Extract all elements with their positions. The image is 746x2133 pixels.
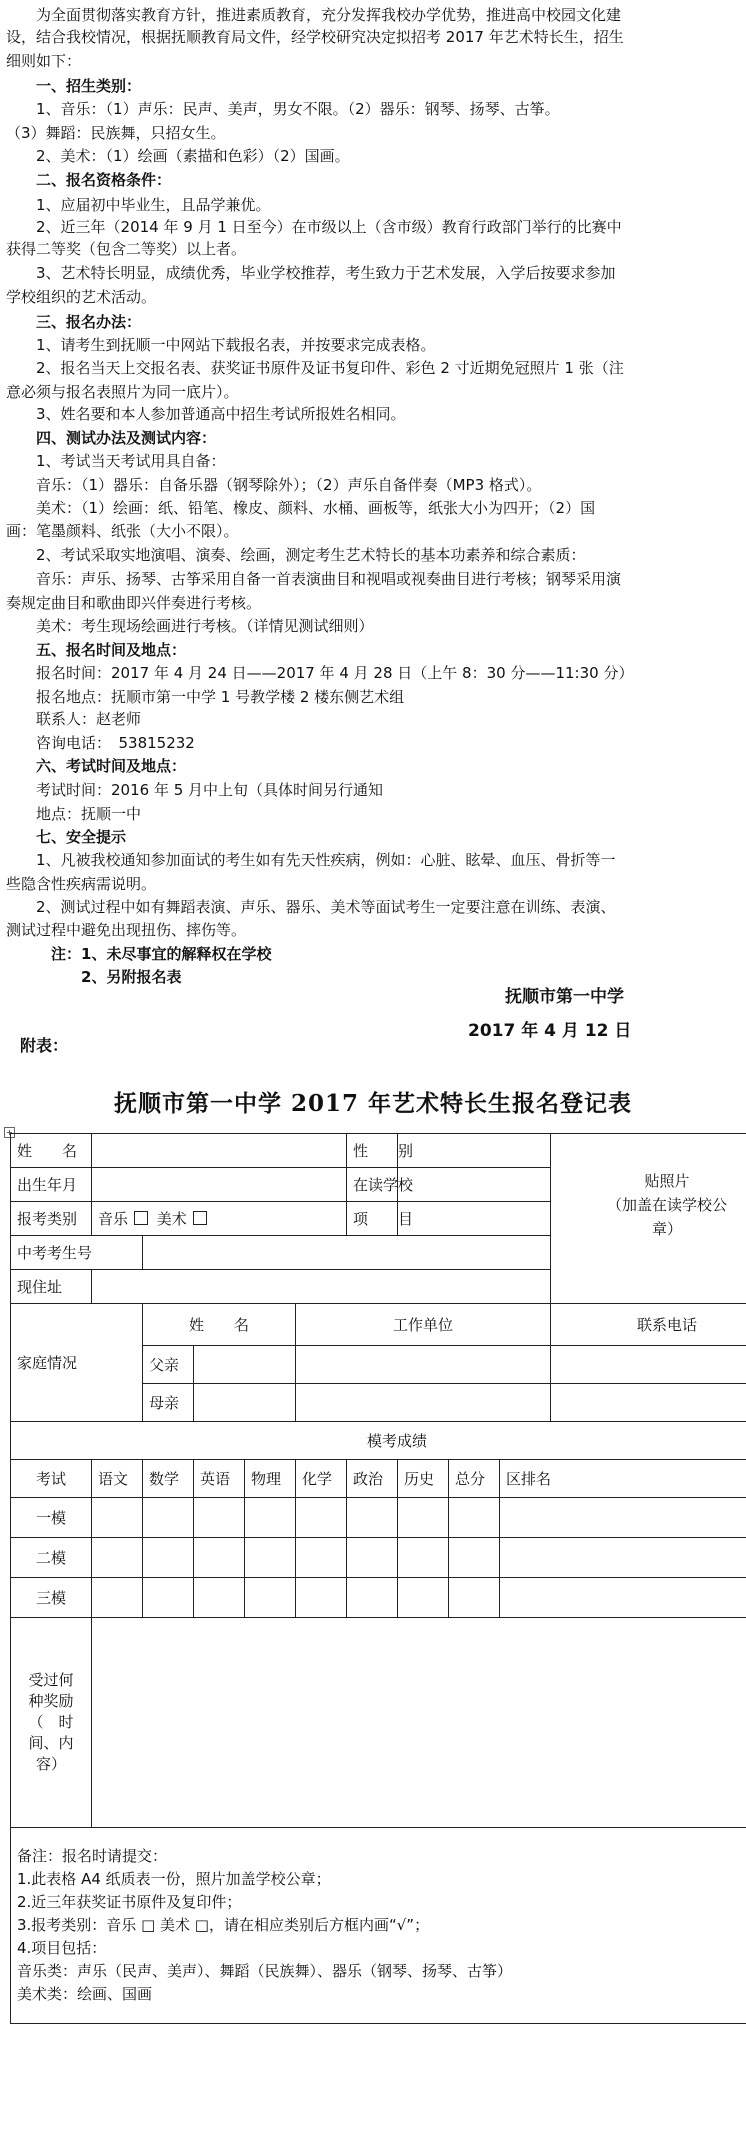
score-row-label: 三模 (35, 1589, 66, 1607)
notice-line: 1、凡被我校通知参加面试的考生如有先天性疾病，例如：心脏、眩晕、血压、骨折等一 (6, 851, 616, 870)
score-header-cell (194, 1460, 245, 1498)
family-header-phone-text: 联系电话 (637, 1316, 698, 1334)
notice-line: 音乐：声乐、扬琴、古筝采用自备一首表演曲目和视唱或视奏曲目进行考核；钢琴采用演 (6, 570, 622, 588)
photo-instructions (557, 1169, 746, 1241)
family-header-name-text: 姓 名 (188, 1316, 249, 1334)
exam-no-value-cell[interactable] (143, 1236, 551, 1270)
score-value-cell[interactable] (92, 1538, 143, 1578)
score-row-2 (11, 1538, 746, 1578)
attachment-label: 附表： (20, 1036, 69, 1055)
mother-phone-cell[interactable] (551, 1384, 746, 1422)
category-options-cell (92, 1202, 347, 1236)
signature-date: 2017 年 4 月 12 日 (468, 1021, 632, 1041)
notice-line: 地点：抚顺一中 (6, 805, 142, 824)
score-value-cell[interactable] (194, 1498, 245, 1538)
score-header-cell (92, 1460, 143, 1498)
notice-line: 学校组织的艺术活动。 (6, 287, 157, 306)
score-value-cell[interactable] (347, 1498, 398, 1538)
score-row-label: 二模 (35, 1549, 66, 1567)
score-row-3 (11, 1578, 746, 1618)
awards-label (17, 1670, 85, 1775)
school-label-cell (347, 1168, 414, 1202)
notice-line: 四、测试办法及测试内容： (6, 428, 217, 447)
score-row-1 (11, 1498, 746, 1538)
score-value-cell[interactable] (92, 1498, 143, 1538)
notice-line: 获得二等奖（包含二等奖）以上者。 (6, 239, 247, 258)
photo-instruction-line: （加盖在读学校公 (607, 1195, 728, 1214)
notes-list (17, 1845, 746, 2006)
score-value-cell[interactable] (296, 1498, 347, 1538)
score-header-text: 语文 (98, 1470, 129, 1488)
score-header-text: 数学 (149, 1470, 180, 1488)
notice-line: 2、另附报名表 (6, 968, 182, 987)
awards-label-cell (11, 1618, 92, 1828)
art-option-label: 美术 (156, 1210, 187, 1228)
exam-no-label: 中考考生号 (17, 1244, 93, 1262)
score-header-cell (245, 1460, 296, 1498)
notice-line: 些隐含性疾病需说明。 (6, 874, 157, 893)
score-header-text: 政治 (353, 1470, 384, 1488)
score-value-cell[interactable] (143, 1538, 194, 1578)
project-label-cell (347, 1202, 414, 1236)
note-line: 2.近三年获奖证书原件及复印件； (17, 1893, 242, 1911)
father-label: 父亲 (149, 1356, 180, 1374)
score-header-cell (296, 1460, 347, 1498)
score-value-cell[interactable] (500, 1578, 746, 1618)
score-value-cell[interactable] (92, 1578, 143, 1618)
score-row-label-cell (11, 1538, 92, 1578)
family-header-name (143, 1304, 296, 1346)
father-label-cell (143, 1346, 194, 1384)
school-label: 在读学校 (353, 1176, 414, 1194)
awards-label-line: 种奖励 (28, 1692, 74, 1710)
awards-label-line: 受过何 (28, 1671, 74, 1689)
score-value-cell[interactable] (449, 1578, 500, 1618)
score-value-cell[interactable] (143, 1578, 194, 1618)
mother-label-cell (143, 1384, 194, 1422)
notice-line: 二、报名资格条件： (6, 171, 172, 189)
address-value-cell[interactable] (92, 1270, 551, 1304)
category-label-cell (11, 1202, 92, 1236)
score-header-text: 英语 (200, 1470, 231, 1488)
music-checkbox[interactable] (134, 1211, 148, 1225)
note-line: 备注：报名时请提交： (17, 1847, 168, 1865)
notice-line: 七、安全提示 (6, 827, 127, 846)
name-value-cell[interactable] (92, 1134, 347, 1168)
notice-line: 一、招生类别： (6, 76, 142, 95)
score-value-cell[interactable] (245, 1498, 296, 1538)
notice-line: 报名地点：抚顺市第一中学 1 号教学楼 2 楼东侧艺术组 (6, 687, 405, 706)
score-value-cell[interactable] (296, 1538, 347, 1578)
score-row-label-cell (11, 1498, 92, 1538)
exam-no-label-cell (11, 1236, 143, 1270)
birth-label: 出生年月 (17, 1176, 78, 1194)
notice-line: 报名时间：2017 年 4 月 24 日——2017 年 4 月 28 日（上午 8：30 分——11:30 分） (6, 664, 634, 683)
father-name-cell[interactable] (194, 1346, 296, 1384)
notice-line: 联系人：赵老师 (6, 710, 142, 729)
father-phone-cell[interactable] (551, 1346, 746, 1384)
score-value-cell[interactable] (398, 1578, 449, 1618)
score-value-cell[interactable] (194, 1578, 245, 1618)
score-value-cell[interactable] (347, 1538, 398, 1578)
notice-line: 五、报名时间及地点： (6, 641, 187, 660)
score-value-cell[interactable] (347, 1578, 398, 1618)
mock-scores-label: 模考成绩 (367, 1432, 428, 1450)
mother-work-cell[interactable] (296, 1384, 551, 1422)
score-header-cell (449, 1460, 500, 1498)
awards-label-line: （ 时 (28, 1713, 74, 1731)
score-header-text: 化学 (302, 1470, 333, 1488)
family-label-cell (11, 1304, 143, 1422)
awards-value-cell[interactable] (92, 1618, 746, 1828)
awards-label-line: 间、内 (28, 1734, 74, 1752)
form-title: 抚顺市第一中学 2017 年艺术特长生报名登记表 (113, 1090, 633, 1117)
score-row-label-cell (11, 1578, 92, 1618)
score-header-text: 物理 (251, 1470, 282, 1488)
gender-label-cell (347, 1134, 414, 1168)
notice-line: 测试过程中避免出现扭伤、摔伤等。 (6, 921, 247, 940)
notice-line: 六、考试时间及地点： (6, 757, 187, 776)
mock-scores-header (11, 1422, 746, 1460)
notice-line: 1、考试当天考试用具自备： (6, 452, 226, 471)
music-option-label: 音乐 (98, 1210, 129, 1228)
score-value-cell[interactable] (500, 1538, 746, 1578)
notice-line: 美术：（1）绘画：纸、铅笔、橡皮、颜料、水桶、画板等，纸张大小为四开；（2）国 (6, 499, 596, 518)
gender-label: 性 别 (353, 1142, 414, 1160)
name-label-cell (11, 1134, 92, 1168)
score-header-text: 考试 (35, 1470, 66, 1488)
score-value-cell[interactable] (398, 1538, 449, 1578)
family-header-phone (551, 1304, 746, 1346)
name-label: 姓 名 (17, 1142, 78, 1160)
school-value-cell[interactable] (398, 1168, 551, 1202)
notice-line: 3、艺术特长明显，成绩优秀，毕业学校推荐，考生致力于艺术发展，入学后按要求参加 (6, 264, 616, 283)
photo-instruction-line: 贴照片 (644, 1171, 690, 1190)
score-value-cell[interactable] (398, 1498, 449, 1538)
address-label: 现住址 (17, 1278, 63, 1296)
notice-line: 三、报名办法： (6, 312, 142, 331)
score-header-cell (398, 1460, 449, 1498)
notice-line: 设，结合我校情况，根据抚顺教育局文件，经学校研究决定拟招考 2017 年艺术特长生，招生 (6, 28, 624, 47)
notice-line: 2、近三年（2014 年 9 月 1 日至今）在市级以上（含市级）教育行政部门举行的比赛中 (6, 218, 622, 237)
score-header-row (11, 1460, 746, 1498)
notice-line: 2、测试过程中如有舞蹈表演、声乐、器乐、美术等面试考生一定要注意在训练、表演、 (6, 897, 616, 916)
score-value-cell[interactable] (245, 1538, 296, 1578)
address-label-cell (11, 1270, 92, 1304)
family-header-work-text: 工作单位 (393, 1316, 454, 1334)
table-anchor-icon: + (4, 1127, 15, 1138)
notice-line: 美术：考生现场绘画进行考核。（详情见测试细则） (6, 617, 374, 636)
score-value-cell[interactable] (143, 1498, 194, 1538)
score-row-label: 一模 (35, 1509, 66, 1527)
awards-label-line: 容） (35, 1755, 66, 1773)
score-value-cell[interactable] (245, 1578, 296, 1618)
notice-line: 咨询电话： 53815232 (6, 733, 195, 752)
birth-label-cell (11, 1168, 92, 1202)
father-work-cell[interactable] (296, 1346, 551, 1384)
score-value-cell[interactable] (194, 1538, 245, 1578)
score-value-cell[interactable] (296, 1578, 347, 1618)
notice-line: 为全面贯彻落实教育方针，推进素质教育，充分发挥我校办学优势，推进高中校园文化建 (6, 6, 622, 25)
notice-line: 3、姓名要和本人参加普通高中招生考试所报姓名相同。 (6, 405, 406, 424)
gender-value-cell[interactable] (398, 1134, 551, 1168)
birth-value-cell[interactable] (92, 1168, 347, 1202)
note-line: 4.项目包括： (17, 1939, 107, 1957)
note-line: 音乐类：声乐（民声、美声）、舞蹈（民族舞）、器乐（钢琴、扬琴、古筝） (17, 1962, 513, 1980)
notice-line: 1、请考生到抚顺一中网站下载报名表，并按要求完成表格。 (6, 335, 436, 354)
score-header-cell (143, 1460, 194, 1498)
project-label: 项 目 (353, 1210, 414, 1228)
note-line: 1.此表格 A4 纸质表一份，照片加盖学校公章； (17, 1870, 331, 1888)
score-header-cell (347, 1460, 398, 1498)
notice-line: 2、考试采取实地演唱、演奏、绘画，测定考生艺术特长的基本功素养和综合素质： (6, 546, 586, 565)
score-value-cell[interactable] (449, 1538, 500, 1578)
registration-form-table (10, 1133, 746, 2024)
family-header-work (296, 1304, 551, 1346)
photo-cell (551, 1134, 746, 1304)
notice-line: 音乐：（1）器乐：自备乐器（钢琴除外）；（2）声乐自备伴奏（MP3 格式）。 (6, 475, 542, 494)
notice-line: （3）舞蹈：民族舞，只招女生。 (6, 123, 226, 142)
note-line: 美术类：绘画、国画 (17, 1985, 153, 2003)
score-header-cell (11, 1460, 92, 1498)
photo-instruction-line: 章） (652, 1219, 683, 1238)
notes-cell (11, 1828, 746, 2024)
art-checkbox[interactable] (193, 1211, 207, 1225)
signature-school: 抚顺市第一中学 (505, 987, 624, 1007)
notice-line: 1、音乐：（1）声乐：民声、美声，男女不限。（2）器乐：钢琴、扬琴、古筝。 (6, 99, 560, 118)
notice-line: 意必须与报名表照片为同一底片）。 (6, 382, 239, 401)
notice-line: 考试时间：2016 年 5 月中上旬（具体时间另行通知 (6, 780, 384, 799)
score-header-text: 区排名 (506, 1470, 552, 1488)
mother-name-cell[interactable] (194, 1384, 296, 1422)
score-header-text: 总分 (455, 1470, 486, 1488)
score-header-cell (500, 1460, 746, 1498)
notice-line: 1、应届初中毕业生，且品学兼优。 (6, 196, 271, 215)
notice-line: 奏规定曲目和歌曲即兴伴奏进行考核。 (6, 593, 262, 612)
notice-line: 2、美术：（1）绘画（素描和色彩）（2）国画。 (6, 147, 350, 166)
notice-line: 2、报名当天上交报名表、获奖证书原件及证书复印件、彩色 2 寸近期免冠照片 1 张（注 (6, 359, 624, 378)
family-label: 家庭情况 (17, 1354, 78, 1372)
notice-line: 细则如下： (6, 51, 82, 70)
score-value-cell[interactable] (449, 1498, 500, 1538)
notice-line: 注：1、未尽事宜的解释权在学校 (6, 944, 272, 963)
mother-label: 母亲 (149, 1394, 180, 1412)
category-label: 报考类别 (17, 1210, 78, 1228)
notice-line: 画：笔墨颜料、纸张（大小不限）。 (6, 522, 239, 541)
score-value-cell[interactable] (500, 1498, 746, 1538)
note-line: 3.报考类别：音乐 □ 美术 □，请在相应类别后方框内画“√”； (17, 1916, 430, 1934)
project-value-cell[interactable] (398, 1202, 551, 1236)
score-header-text: 历史 (404, 1470, 435, 1488)
